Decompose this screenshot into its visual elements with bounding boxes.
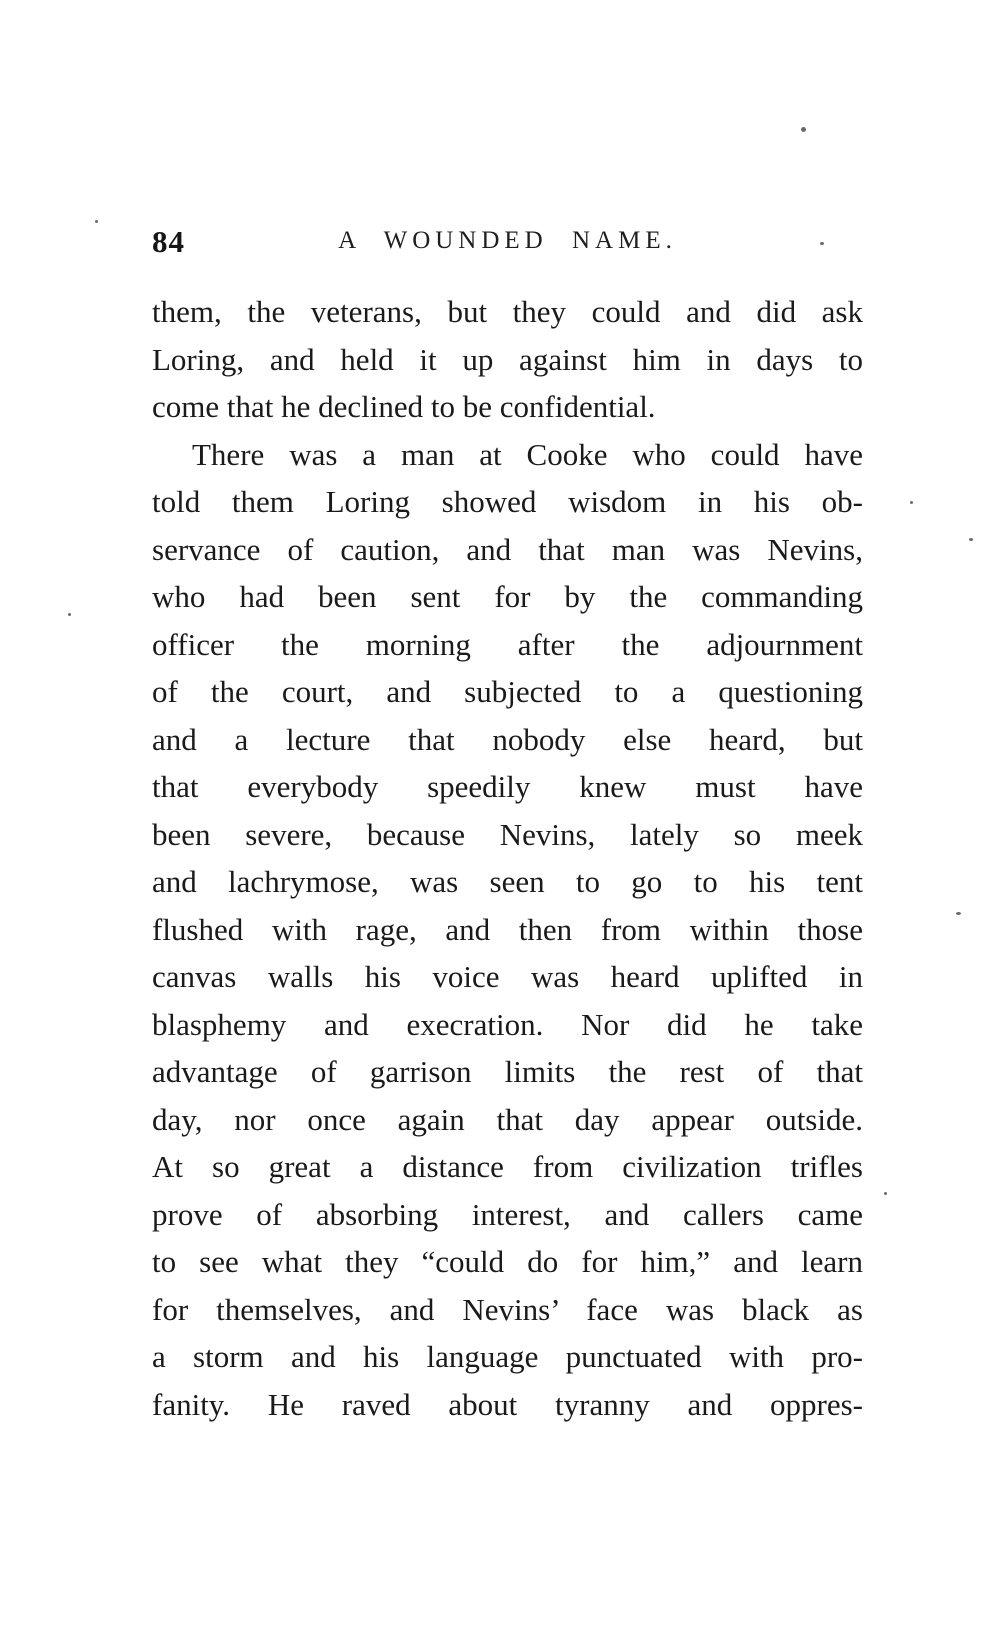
text-line: a storm and his language punctuated with pro- bbox=[152, 1339, 863, 1374]
text-line: Loring, and held it up against him in days to bbox=[152, 341, 863, 377]
text-line: fanity. He raved about tyranny and oppres- bbox=[152, 1386, 863, 1422]
running-title: A WOUNDED NAME. bbox=[338, 227, 677, 254]
text-block bbox=[152, 288, 863, 1428]
text-line: to see what they “could do for him,” and learn bbox=[152, 1244, 863, 1279]
scan-speck bbox=[969, 538, 973, 541]
scan-speck bbox=[956, 912, 961, 915]
scan-speck bbox=[801, 127, 806, 132]
text-line: them, the veterans, but they could and did ask bbox=[152, 294, 863, 329]
text-line: that everybody speedily knew must have bbox=[152, 769, 863, 804]
text-line: There was a man at Cooke who could have bbox=[192, 436, 863, 472]
text-line: advantage of garrison limits the rest of that bbox=[152, 1054, 863, 1089]
text-line: told them Loring showed wisdom in his ob- bbox=[152, 484, 863, 519]
text-line: who had been sent for by the commanding bbox=[152, 579, 863, 614]
text-line: been severe, because Nevins, lately so meek bbox=[152, 816, 863, 852]
text-line: day, nor once again that day appear outside. bbox=[152, 1101, 863, 1137]
text-line: of the court, and subjected to a questioning bbox=[152, 674, 863, 709]
scan-speck bbox=[910, 501, 913, 504]
text-line: and lachrymose, was seen to go to his tent bbox=[152, 864, 863, 899]
text-line: canvas walls his voice was heard uplifted in bbox=[152, 959, 863, 994]
text-line: blasphemy and execration. Nor did he take bbox=[152, 1006, 863, 1042]
text-line: and a lecture that nobody else heard, but bbox=[152, 721, 863, 757]
text-line: prove of absorbing interest, and callers came bbox=[152, 1196, 863, 1232]
text-line: for themselves, and Nevins’ face was black as bbox=[152, 1291, 863, 1327]
page-header bbox=[152, 224, 863, 264]
text-line: come that he declined to be confidential. bbox=[152, 389, 656, 424]
page-number: 84 bbox=[152, 224, 185, 259]
text-line: At so great a distance from civilization trifles bbox=[152, 1149, 863, 1184]
scan-speck bbox=[820, 242, 824, 245]
text-line: flushed with rage, and then from within those bbox=[152, 911, 863, 947]
text-line: servance of caution, and that man was Nevins, bbox=[152, 531, 863, 567]
scan-speck bbox=[68, 613, 71, 616]
scan-speck bbox=[95, 220, 98, 223]
scan-speck bbox=[884, 1192, 887, 1195]
text-line: officer the morning after the adjournment bbox=[152, 626, 863, 662]
